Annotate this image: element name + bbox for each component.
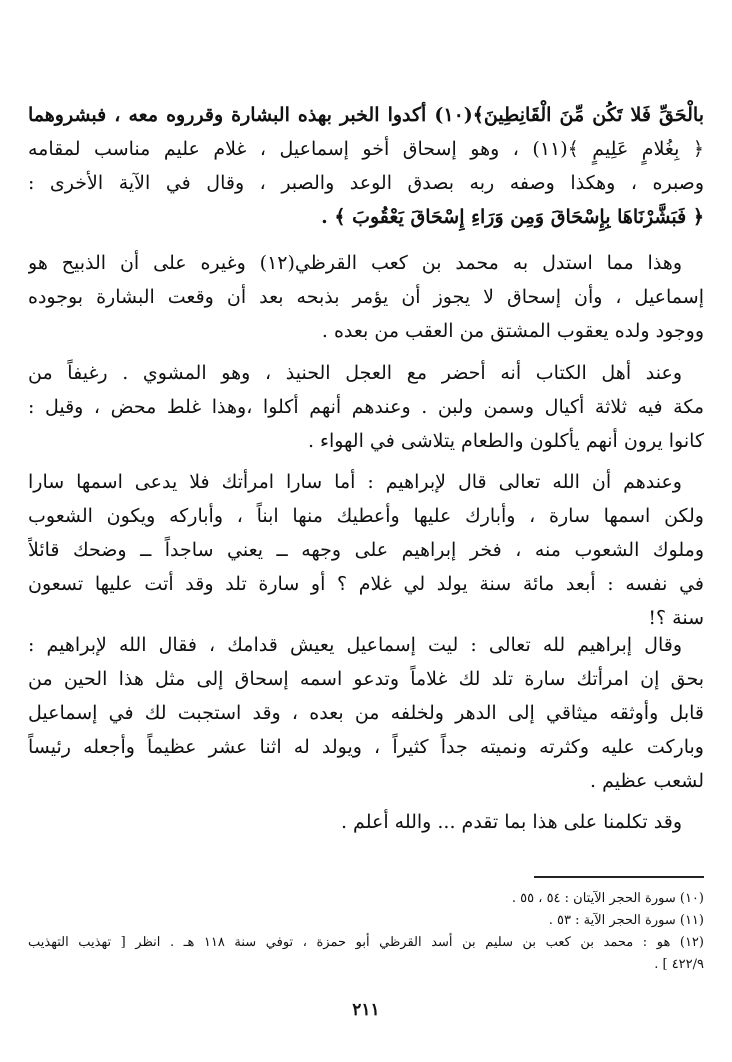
text-line: وصبره ، وهكذا وصفه ربه بصدق الوعد والصبر ، وقال في الآية الأخرى :: [28, 172, 704, 194]
text-line: وباركت عليه وكثرته ونميته جداً كثيراً ، ويولد له اثنا عشر عظيماً وأجعله رئيساً: [28, 736, 704, 758]
text-line: بحق إن امرأتك سارة تلد لك غلاماً وتدعو اسمه إسحاق إلى مثل هذا الحين من: [28, 668, 704, 690]
footnote-10: (١٠) سورة الحجر الآيتان : ٥٤ ، ٥٥ .: [511, 891, 704, 906]
footnote-separator: [534, 876, 704, 878]
text-line: وقال إبراهيم لله تعالى : ليت إسماعيل يعيش قدامك ، فقال الله لإبراهيم :: [28, 634, 682, 656]
footnotes: [28, 888, 704, 976]
footnote-12-continued: ٤٢٢/٩ ] .: [654, 957, 704, 972]
paragraph-1: [28, 98, 704, 234]
text-line: في نفسه : أبعد مائة سنة يولد لي غلام ؟ أو سارة تلد وقد أتت عليها تسعون: [28, 573, 704, 595]
text-line: ولكن اسمها سارة ، وأبارك عليها وأعطيك منها ابناً ، وأباركه ويكون الشعوب: [28, 505, 704, 527]
text-line: ووجود ولده يعقوب المشتق من العقب من بعده .: [321, 320, 704, 342]
text-line: وملوك الشعوب منه ، فخر إبراهيم على وجهه ــ يعني ساجداً ــ وضحك قائلاً: [28, 539, 704, 561]
text-line: وهذا مما استدل به محمد بن كعب القرظي(١٢) وغيره على أن الذبيح هو: [28, 252, 682, 274]
footnote-11: (١١) سورة الحجر الآية : ٥٣ .: [548, 913, 704, 928]
text-line: إسماعيل ، وأن إسحاق لا يجوز أن يؤمر بذبحه بعد أن وقعت البشارة بوجوده: [28, 286, 704, 308]
text-line: كانوا يرون أنهم يأكلون والطعام يتلاشى في الهواء .: [307, 430, 704, 452]
footnote-12: (١٢) هو : محمد بن كعب بن سليم بن أسد القرظي أبو حمزة ، توفي سنة ١١٨ هـ . انظر [ تهذيب التهذيب: [28, 935, 704, 950]
text-line: مكة فيه ثلاثة أكيال وسمن ولبن . وعندهم أنهم أكلوا ،وهذا غلط محض ، وقيل :: [28, 396, 704, 418]
text-line: ﴿ فَبَشَّرْنَاهَا بِإِسْحَاقَ وَمِن وَرَاءِ إِسْحَاقَ يَعْقُوبَ ﴾ .: [321, 206, 704, 228]
page-number: ٢١١: [352, 1000, 380, 1020]
text-line: سنة ؟!: [648, 607, 704, 629]
paragraph-3: [28, 356, 704, 458]
text-line: وقد تكلمنا على هذا بما تقدم ... والله أعلم .: [340, 811, 682, 833]
paragraph-4: [28, 465, 704, 635]
text-line: ﴿ بِغُلامٍ عَلِيمٍ ﴾(١١) ، وهو إسحاق أخو إسماعيل ، غلام عليم مناسب لمقامه: [28, 138, 704, 160]
text-line: وعندهم أن الله تعالى قال لإبراهيم : أما سارا امرأتك فلا يدعى اسمها سارا: [28, 471, 682, 493]
paragraph-2: [28, 246, 704, 348]
paragraph-5: [28, 628, 704, 798]
text-line: بالْحَقِّ فَلا تَكُن مِّنَ الْقَانِطِينَ﴾(١٠) أكدوا الخبر بهذه البشارة وقرروه معه ، فبشروهما: [28, 104, 704, 126]
paragraph-6: [28, 805, 704, 839]
text-line: لشعب عظيم .: [590, 770, 704, 792]
text-line: وعند أهل الكتاب أنه أحضر مع العجل الحنيذ ، وهو المشوي . رغيفاً من: [28, 362, 682, 384]
text-line: قابل وأوثقه ميثاقي إلى الدهر ولخلفه من بعده ، وقد استجبت لك في إسماعيل: [28, 702, 704, 724]
